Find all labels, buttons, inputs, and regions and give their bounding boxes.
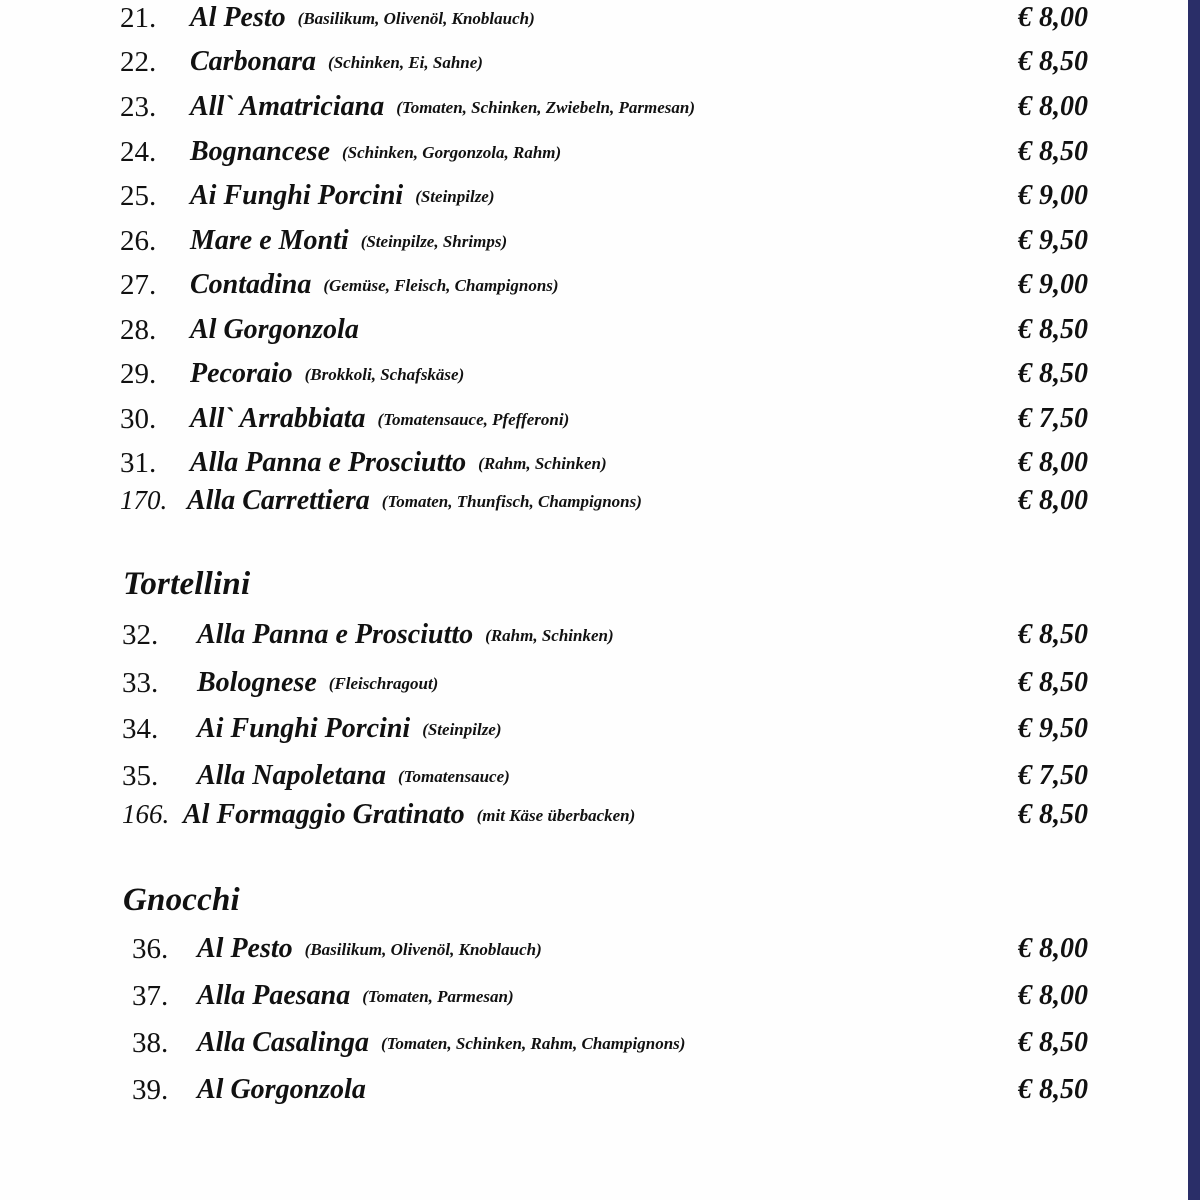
item-name-wrapper <box>197 933 542 965</box>
menu-item <box>0 933 1200 973</box>
item-name: Pecoraio <box>190 358 293 389</box>
item-description: (Brokkoli, Schafskäse) <box>304 365 465 384</box>
item-price: € 9,50 <box>1018 225 1088 256</box>
section-title-tortellini: Tortellini <box>123 566 251 602</box>
item-price: € 9,00 <box>1018 269 1088 300</box>
item-description: (Tomaten, Schinken, Zwiebeln, Parmesan) <box>396 98 695 117</box>
item-number: 35. <box>122 760 159 792</box>
menu-item <box>0 713 1200 753</box>
item-name-wrapper <box>190 2 535 34</box>
item-price: € 8,00 <box>1018 447 1088 478</box>
item-description: (mit Käse überbacken) <box>476 806 636 825</box>
item-name: Alla Paesana <box>197 980 351 1011</box>
menu-item <box>0 225 1200 265</box>
item-name-wrapper <box>197 1074 366 1106</box>
item-description: (Gemüse, Fleisch, Champignons) <box>323 276 559 295</box>
item-name-wrapper <box>197 667 438 699</box>
item-name: Mare e Monti <box>190 225 349 256</box>
item-name-wrapper <box>197 760 510 792</box>
item-number: 170. <box>120 485 168 515</box>
item-description: (Steinpilze, Shrimps) <box>360 232 508 251</box>
item-number: 23. <box>120 91 157 123</box>
item-price: € 8,00 <box>1018 980 1088 1011</box>
item-price: € 7,50 <box>1018 403 1088 434</box>
item-price: € 8,50 <box>1018 136 1088 167</box>
item-price: € 8,50 <box>1018 1074 1088 1105</box>
item-description: (Tomatensauce, Pfefferoni) <box>377 410 570 429</box>
item-name-wrapper <box>190 358 464 390</box>
item-number: 21. <box>120 2 157 34</box>
item-name: Al Gorgonzola <box>190 314 359 345</box>
item-description: (Tomatensauce) <box>398 767 510 786</box>
item-description: (Steinpilze) <box>422 720 502 739</box>
item-name-wrapper <box>187 485 642 517</box>
menu-item <box>0 403 1200 443</box>
item-number: 29. <box>120 358 157 390</box>
item-number: 32. <box>122 619 159 651</box>
item-number: 166. <box>122 799 170 829</box>
item-price: € 9,00 <box>1018 180 1088 211</box>
item-name: Bolognese <box>197 667 317 698</box>
menu-item <box>0 269 1200 309</box>
menu-item <box>0 1074 1200 1114</box>
item-description: (Schinken, Ei, Sahne) <box>328 53 483 72</box>
item-description: (Steinpilze) <box>415 187 495 206</box>
item-name: All` Arrabbiata <box>190 403 366 434</box>
item-number: 38. <box>132 1027 169 1059</box>
item-name: Ai Funghi Porcini <box>197 713 411 744</box>
item-name-wrapper <box>190 91 695 123</box>
menu-item <box>0 447 1200 487</box>
menu-item <box>0 760 1200 800</box>
item-name-wrapper <box>197 980 514 1012</box>
item-price: € 8,00 <box>1018 933 1088 964</box>
item-price: € 8,50 <box>1018 667 1088 698</box>
item-price: € 7,50 <box>1018 760 1088 791</box>
item-number: 31. <box>120 447 157 479</box>
item-name-wrapper <box>190 46 483 78</box>
item-number: 27. <box>120 269 157 301</box>
menu-item <box>0 2 1200 42</box>
section-title-gnocchi: Gnocchi <box>123 882 240 918</box>
item-price: € 8,00 <box>1018 91 1088 122</box>
menu-item <box>0 358 1200 398</box>
item-name: All` Amatriciana <box>190 91 385 122</box>
item-name-wrapper <box>190 269 559 301</box>
menu-item <box>0 180 1200 220</box>
item-name: Ai Funghi Porcini <box>190 180 404 211</box>
item-description: (Rahm, Schinken) <box>478 454 607 473</box>
item-price: € 8,00 <box>1018 2 1088 33</box>
item-price: € 8,00 <box>1018 485 1088 516</box>
item-name: Alla Napoletana <box>197 760 387 791</box>
item-name: Al Pesto <box>190 2 286 33</box>
item-description: (Schinken, Gorgonzola, Rahm) <box>342 143 562 162</box>
item-price: € 8,50 <box>1018 314 1088 345</box>
item-name: Alla Panna e Prosciutto <box>197 619 474 650</box>
item-price: € 8,50 <box>1018 358 1088 389</box>
item-number: 30. <box>120 403 157 435</box>
item-name: Alla Carrettiera <box>187 485 370 516</box>
item-name-wrapper <box>190 136 561 168</box>
item-description: (Tomaten, Thunfisch, Champignons) <box>381 492 642 511</box>
item-name: Bognancese <box>190 136 330 167</box>
menu-item <box>0 799 1200 839</box>
item-description: (Tomaten, Schinken, Rahm, Champignons) <box>380 1034 686 1053</box>
item-price: € 9,50 <box>1018 713 1088 744</box>
menu-item <box>0 1027 1200 1067</box>
menu-item <box>0 485 1200 525</box>
item-number: 39. <box>132 1074 169 1106</box>
item-name: Carbonara <box>190 46 317 77</box>
item-description: (Tomaten, Parmesan) <box>362 987 514 1006</box>
item-number: 25. <box>120 180 157 212</box>
menu-item <box>0 91 1200 131</box>
item-price: € 8,50 <box>1018 619 1088 650</box>
item-name-wrapper <box>190 447 607 479</box>
item-number: 34. <box>122 713 159 745</box>
item-name: Contadina <box>190 269 312 300</box>
menu-item <box>0 980 1200 1020</box>
item-name: Alla Casalinga <box>197 1027 369 1058</box>
item-price: € 8,50 <box>1018 46 1088 77</box>
menu-item <box>0 314 1200 354</box>
item-number: 26. <box>120 225 157 257</box>
item-number: 36. <box>132 933 169 965</box>
item-price: € 8,50 <box>1018 1027 1088 1058</box>
item-number: 28. <box>120 314 157 346</box>
item-name-wrapper <box>190 403 569 435</box>
item-name-wrapper <box>190 180 495 212</box>
item-name: Al Pesto <box>197 933 293 964</box>
item-name-wrapper <box>197 619 614 651</box>
item-name: Al Gorgonzola <box>197 1074 366 1105</box>
item-number: 22. <box>120 46 157 78</box>
item-name: Alla Panna e Prosciutto <box>190 447 467 478</box>
menu-item <box>0 667 1200 707</box>
item-name-wrapper <box>190 225 507 257</box>
item-name-wrapper <box>190 314 359 346</box>
item-name: Al Formaggio Gratinato <box>183 799 465 830</box>
item-description: (Fleischragout) <box>328 674 439 693</box>
item-description: (Basilikum, Olivenöl, Knoblauch) <box>297 9 535 28</box>
item-number: 33. <box>122 667 159 699</box>
item-name-wrapper <box>197 713 502 745</box>
menu-item <box>0 136 1200 176</box>
item-name-wrapper <box>183 799 635 831</box>
menu-item <box>0 619 1200 659</box>
item-description: (Rahm, Schinken) <box>485 626 614 645</box>
item-number: 24. <box>120 136 157 168</box>
item-name-wrapper <box>197 1027 685 1059</box>
menu-item <box>0 46 1200 86</box>
item-description: (Basilikum, Olivenöl, Knoblauch) <box>304 940 542 959</box>
item-number: 37. <box>132 980 169 1012</box>
item-price: € 8,50 <box>1018 799 1088 830</box>
